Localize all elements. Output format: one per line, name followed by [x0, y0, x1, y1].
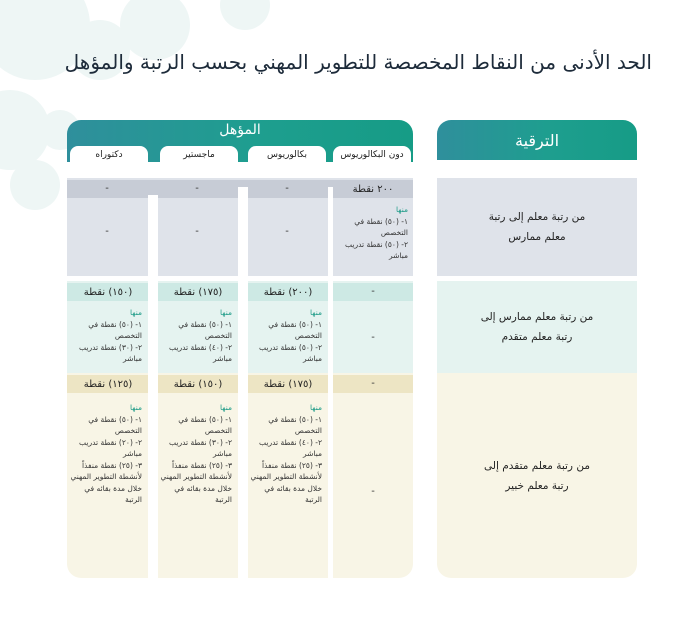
row1-doctorate-points: - [105, 183, 109, 194]
column-separator [328, 187, 333, 578]
row2-master-points: (١٧٥) نقطة [173, 286, 223, 298]
background-bubble [220, 0, 270, 30]
row3-bachelor-item-2: ٢- (٤٠) نقطة تدريب مباشر [259, 437, 322, 458]
row1-below-bachelor-item-2: ٢- (٥٠) نقطة تدريب مباشر [345, 239, 408, 260]
row1-bachelor-details: - [285, 226, 289, 237]
row1-doctorate-details: - [105, 226, 109, 237]
row2-bachelor-item-2: ٢- (٥٠) نقطة تدريب مباشر [259, 342, 322, 363]
row2-below-bachelor-points: - [371, 286, 375, 297]
row3-below-bachelor-points: - [371, 378, 375, 389]
row3-master-item-1: ١- (٥٠) نقطة في التخصص [178, 414, 232, 435]
row3-master-details [160, 402, 232, 506]
row3-bachelor-intro: منها [309, 403, 322, 412]
row2-bachelor-details [250, 307, 322, 365]
background-bubble [10, 160, 60, 210]
row3-below-bachelor-details: - [371, 486, 375, 497]
page-title: الحد الأدنى من النقاط المخصصة للتطوير المهني بحسب الرتبة والمؤهل [64, 50, 652, 74]
promotion-label-1: من رتبة معلم إلى رتبة معلم ممارس [488, 211, 586, 243]
promotion-row-2 [437, 281, 637, 373]
row2-master-intro: منها [219, 308, 232, 317]
row3-bachelor-item-3: ٣- (٢٥) نقطة منفذاً لأنشطة التطوير المهني خلال مدة بقائه في الرتبة [250, 460, 322, 504]
row3-doctorate-points: (١٢٥) نقطة [83, 378, 133, 390]
row1-master-details: - [195, 226, 199, 237]
row1-bachelor-points: - [285, 183, 289, 194]
row2-master-item-1: ١- (٥٠) نقطة في التخصص [178, 319, 232, 340]
row1-below-bachelor-intro: منها [395, 205, 408, 214]
row2-master-item-2: ٢- (٤٠) نقطة تدريب مباشر [169, 342, 232, 363]
promotion-row-3 [437, 373, 637, 578]
row2-doctorate-item-1: ١- (٥٠) نقطة في التخصص [88, 319, 142, 340]
column-header-below-bachelor: دون البكالوريوس [333, 146, 411, 164]
row3-master-item-2: ٢- (٣٠) نقطة تدريب مباشر [169, 437, 232, 458]
promotion-label-3: من رتبة معلم متقدم إلى رتبة معلم خبير [484, 459, 590, 492]
row1-master-points: - [195, 183, 199, 194]
row3-doctorate-item-2: ٢- (٢٠) نقطة تدريب مباشر [79, 437, 142, 458]
row2-bachelor-item-1: ١- (٥٠) نقطة في التخصص [268, 319, 322, 340]
row3-doctorate-item-3: ٣- (٢٥) نقطة منفذاً لأنشطة التطوير المهني خلال مدة بقائه في الرتبة [70, 460, 142, 504]
qualification-title: المؤهل [219, 122, 261, 138]
promotion-header: الترقية [437, 120, 637, 160]
column-header-doctorate: دكتوراه [70, 146, 148, 164]
row3-doctorate-details [70, 402, 142, 506]
row2-below-bachelor-details: - [371, 332, 375, 343]
column-separator [148, 195, 158, 578]
promotion-label-2: من رتبة معلم ممارس إلى رتبة معلم متقدم [480, 311, 594, 343]
promotion-row-1 [437, 178, 637, 276]
row2-doctorate-item-2: ٢- (٣٠) نقطة تدريب مباشر [79, 342, 142, 363]
row1-below-bachelor-item-1: ١- (٥٠) نقطة في التخصص [354, 216, 408, 237]
row2-master-details [160, 307, 232, 365]
column-header-master: ماجستير [160, 146, 238, 164]
row3-doctorate-intro: منها [129, 403, 142, 412]
row2-doctorate-details [70, 307, 142, 365]
row2-doctorate-points: (١٥٠) نقطة [83, 286, 133, 298]
row3-master-points: (١٥٠) نقطة [173, 378, 223, 390]
row3-bachelor-points: (١٧٥) نقطة [263, 378, 313, 390]
row3-master-item-3: ٣- (٢٥) نقطة منفذاً لأنشطة التطوير المهني خلال مدة بقائه في الرتبة [160, 460, 232, 504]
row1-below-bachelor-details [336, 204, 408, 262]
row3-bachelor-details [250, 402, 322, 506]
row2-doctorate-intro: منها [129, 308, 142, 317]
row3-master-intro: منها [219, 403, 232, 412]
row3-bachelor-item-1: ١- (٥٠) نقطة في التخصص [268, 414, 322, 435]
row2-bachelor-intro: منها [309, 308, 322, 317]
column-separator [238, 187, 248, 578]
row1-below-bachelor-points: ٢٠٠ نقطة [352, 183, 394, 195]
column-header-bachelor: بكالوريوس [248, 146, 326, 164]
row2-bachelor-points: (٢٠٠) نقطة [263, 286, 313, 298]
row3-doctorate-item-1: ١- (٥٠) نقطة في التخصص [88, 414, 142, 435]
